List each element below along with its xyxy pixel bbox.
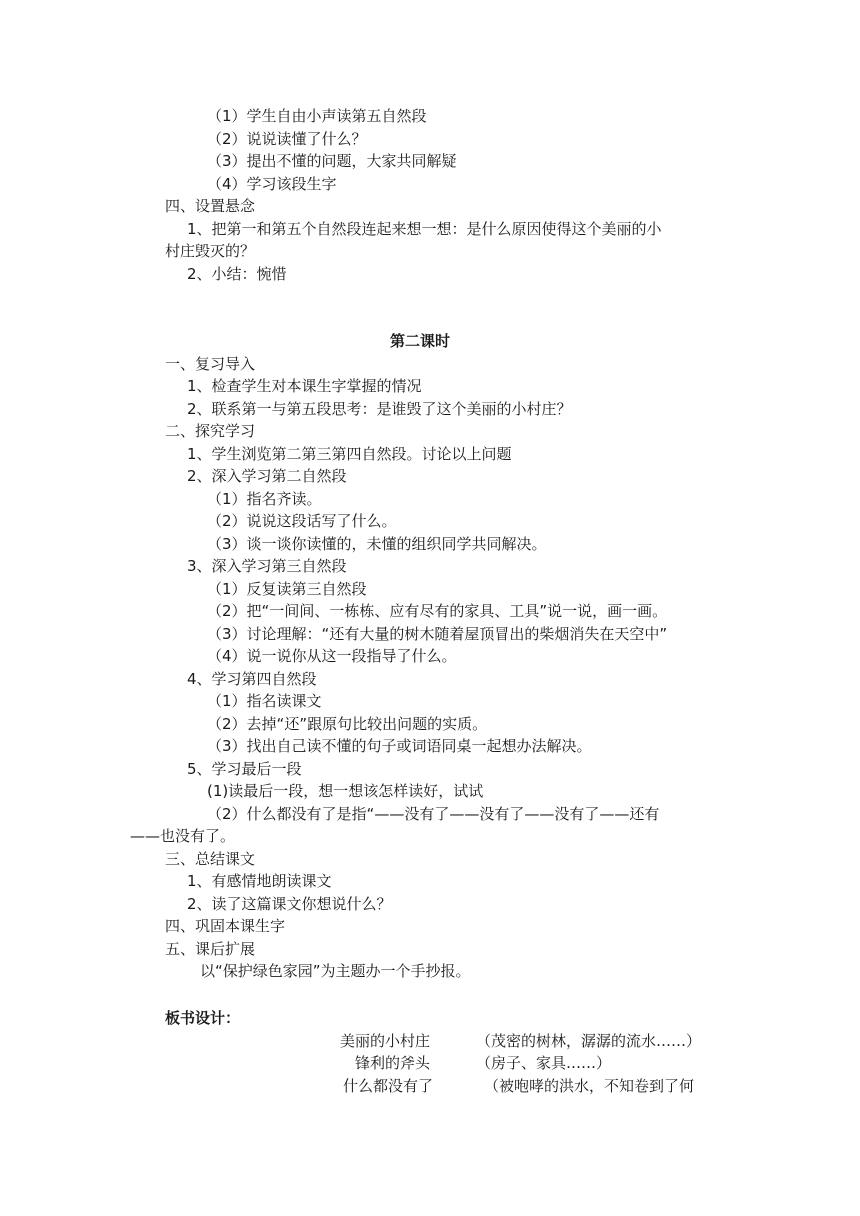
sub-heading: 3、深入学习第三自然段 xyxy=(187,557,347,575)
page-title: 第二课时 xyxy=(390,332,451,350)
section-heading: 一、复习导入 xyxy=(165,355,256,373)
sub-heading: 4、学习第四自然段 xyxy=(187,670,317,688)
board-right-text: （茂密的树林，潺潺的流水……） xyxy=(476,1032,702,1050)
list-item: （1）指名齐读。 xyxy=(207,490,322,508)
list-item: （3）提出不懂的问题，大家共同解疑 xyxy=(207,152,457,170)
section-heading: 三、总结课文 xyxy=(165,850,256,868)
list-item: （3）找出自己读不懂的句子或词语同桌一起想办法解决。 xyxy=(207,737,592,755)
paragraph-line: 1、把第一和第五个自然段连起来想一想：是什么原因使得这个美丽的小 xyxy=(187,220,662,238)
sub-heading: 5、学习最后一段 xyxy=(187,760,302,778)
list-item: （2）把“一间间、一栋栋、应有尽有的家具、工具”说一说，画一画。 xyxy=(207,602,668,620)
list-item: （4）说一说你从这一段指导了什么。 xyxy=(207,647,457,665)
paragraph-line: 村庄毁灭的？ xyxy=(165,242,256,260)
list-item: （2）说说这段话写了什么。 xyxy=(207,512,397,530)
list-item: （1）指名读课文 xyxy=(207,692,322,710)
section-heading: 二、探究学习 xyxy=(165,422,256,440)
paragraph-line: 以“保护绿色家园”为主题办一个手抄报。 xyxy=(200,962,471,980)
board-right-text: （房子、家具……） xyxy=(476,1054,612,1072)
list-item: （1）反复读第三自然段 xyxy=(207,580,367,598)
list-item: 1、学生浏览第二第三第四自然段。讨论以上问题 xyxy=(187,445,512,463)
paragraph-line: 2、小结：惋惜 xyxy=(187,265,287,283)
sub-heading: 2、深入学习第二自然段 xyxy=(187,467,347,485)
paragraph-line: ——也没有了。 xyxy=(130,827,236,845)
list-item: 1、有感情地朗读课文 xyxy=(187,872,332,890)
section-heading: 四、巩固本课生字 xyxy=(165,917,286,935)
list-item: （3）谈一谈你读懂的，未懂的组织同学共同解决。 xyxy=(207,535,547,553)
list-item: (1)读最后一段，想一想该怎样读好，试试 xyxy=(207,782,484,800)
section-heading: 五、课后扩展 xyxy=(165,940,256,958)
list-item: （4）学习该段生字 xyxy=(207,175,337,193)
board-left-text: 锋利的斧头 xyxy=(355,1054,431,1072)
list-item: （1）学生自由小声读第五自然段 xyxy=(207,107,427,125)
list-item: （2）说说读懂了什么？ xyxy=(207,130,367,148)
list-item: （2）去掉“还”跟原句比较出问题的实质。 xyxy=(207,715,488,733)
list-item: （2）什么都没有了是指“——没有了——没有了——没有了——还有 xyxy=(207,805,660,823)
board-left-text: 美丽的小村庄 xyxy=(340,1032,431,1050)
list-item: 1、检查学生对本课生字掌握的情况 xyxy=(187,377,422,395)
list-item: （3）讨论理解：“还有大量的树木随着屋顶冒出的柴烟消失在天空中” xyxy=(207,625,668,643)
board-label: 板书设计： xyxy=(165,1009,241,1027)
board-right-text: （被咆哮的洪水，不知卷到了何 xyxy=(484,1077,695,1095)
list-item: 2、联系第一与第五段思考：是谁毁了这个美丽的小村庄？ xyxy=(187,400,572,418)
board-left-text: 什么都没有了 xyxy=(343,1077,434,1095)
list-item: 2、读了这篇课文你想说什么？ xyxy=(187,895,392,913)
section-heading: 四、设置悬念 xyxy=(165,197,256,215)
